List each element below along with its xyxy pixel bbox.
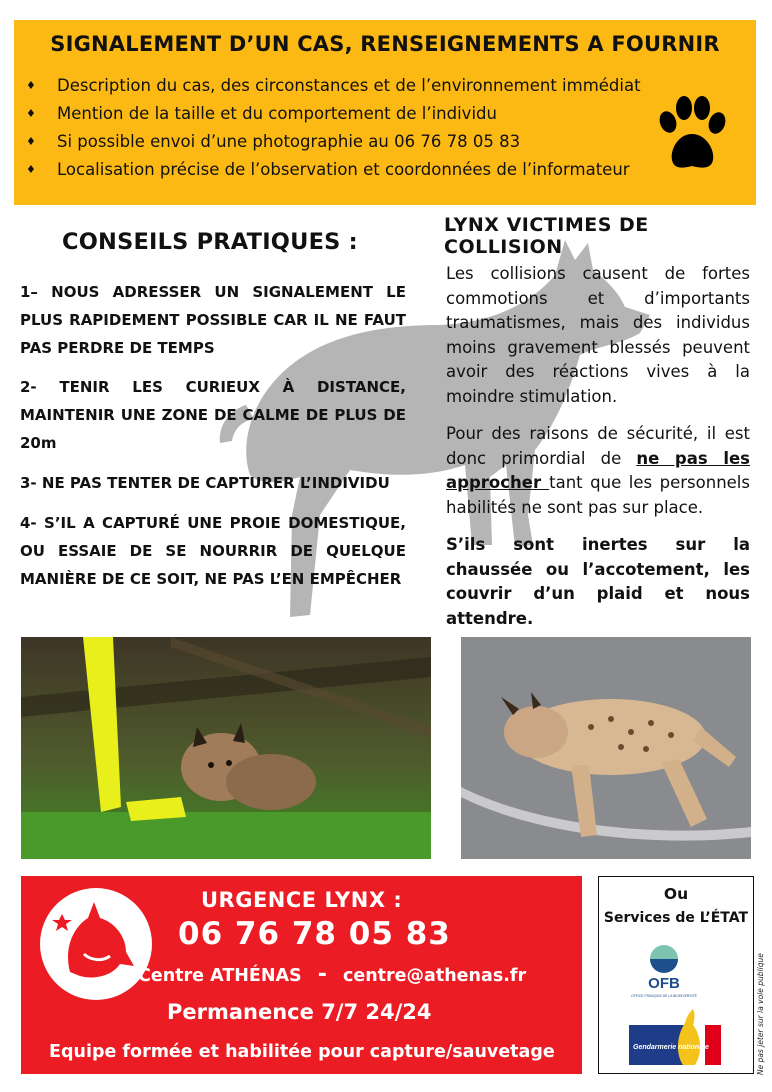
ofb-logo-icon [631,943,697,1003]
list-item: 3- NE PAS TENTER DE CAPTURER L’INDIVIDU [20,474,390,492]
report-info-banner [14,20,756,205]
gendarmerie-logo-icon [629,1009,721,1069]
ofb-logo-subtext: OFFICE FRANÇAIS DE LA BIODIVERSITÉ [631,994,697,998]
or-label: Ou [663,885,689,903]
collision-paragraph: Les collisions causent de fortes commotions et d’importants traumatismes, mais des individus moins gravement blessés peuvent avoir des réactions vives à la moindre stimulation. [446,264,750,406]
list-item: 1– NOUS ADRESSER UN SIGNALEMENT LE PLUS RAPIDEMENT POSSIBLE CAR IL NE FAUT PAS PERDRE DE TEMPS [20,283,406,357]
collision-paragraph [446,422,750,520]
list-item: ♦ Si possible envoi d’une photographie au 06 76 78 05 83 [26,128,641,156]
permanence-hours: Permanence 7/7 24/24 [167,1000,432,1024]
banner-title: SIGNALEMENT D’UN CAS, RENSEIGNEMENTS A FOURNIR [50,32,720,56]
ofb-logo-text: OFB [648,975,680,992]
lynx-photo-live [21,637,431,859]
collision-title: LYNX VICTIMES DE COLLISION [444,214,649,258]
text-span: tant que les personnels habilités ne sont pas sur place. [446,473,750,517]
collision-text [446,262,750,644]
emergency-contact-box [21,876,582,1074]
list-item: ♦ Localisation précise de l’observation et coordonnées de l’informateur [26,156,641,184]
list-item: 2- TENIR LES CURIEUX À DISTANCE, MAINTENIR UNE ZONE DE CALME DE PLUS DE 20m [20,378,406,452]
conseils-title: CONSEILS PRATIQUES : [62,229,358,255]
centre-email[interactable]: centre@athenas.fr [342,966,527,986]
gendarmerie-logo-text: Gendarmerie nationale [633,1044,709,1051]
team-statement: Equipe formée et habilitée pour capture/sauvetage [49,1042,555,1062]
emergency-title: URGENCE LYNX : [201,888,403,912]
report-info-list [26,72,641,184]
emphasis-text: ne pas les approcher [446,448,750,492]
state-services-box [598,876,754,1074]
paw-print-icon [654,92,730,182]
list-item: ♦ Mention de la taille et du comportement de l’individu [26,100,641,128]
side-note: Ne pas jeter sur la voie publique [756,953,765,1075]
state-services-label: Services de L’ÉTAT [603,910,749,926]
list-item: ♦ Description du cas, des circonstances et de l’environnement immédiat [26,72,641,100]
text-span: Pour des raisons de sécurité, il est donc primordial de [446,424,750,468]
separator-dash: - [317,962,327,987]
list-item: 4- S’IL A CAPTURÉ UNE PROIE DOMESTIQUE, OU ESSAIE DE SE NOURRIR DE QUELQUE MANIÈRE DE CE SOIT, NE PAS L’EN EMPÊCHER [20,514,406,588]
lynx-photo-collision [461,637,751,859]
centre-line [138,962,526,987]
emergency-phone[interactable]: 06 76 78 05 83 [178,916,451,952]
collision-paragraph: S’ils sont inertes sur la chaussée ou l’accotement, les couvrir d’un plaid et nous attendre. [446,535,750,628]
centre-name: Centre ATHÉNAS [138,966,302,986]
conseils-list [20,278,406,605]
